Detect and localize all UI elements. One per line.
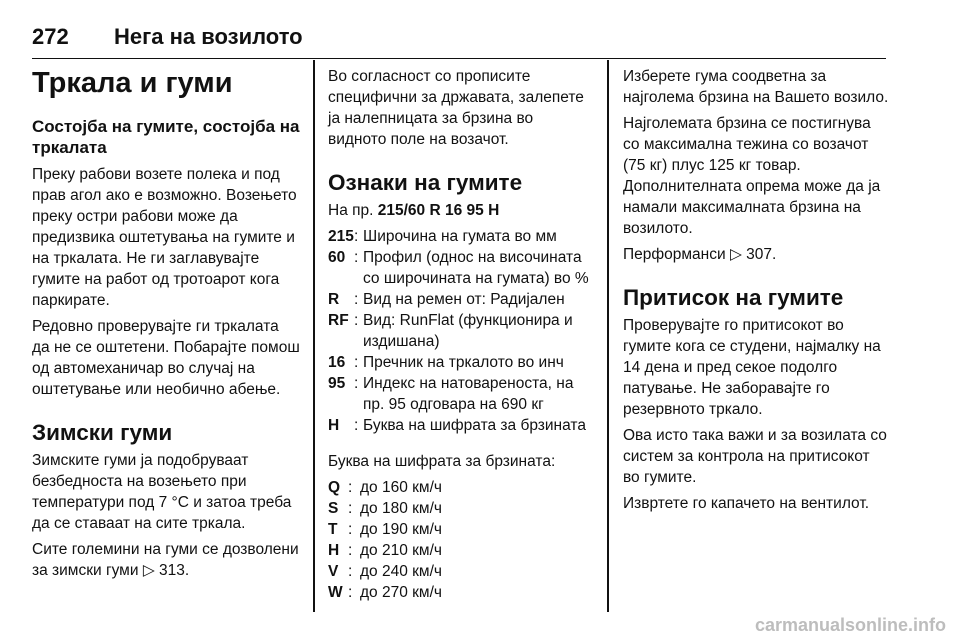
speed-row-value: до 190 км/ч — [360, 521, 442, 538]
speed-codes — [328, 477, 594, 603]
chapter-title: Нега на возилото — [114, 24, 303, 49]
definition-row-separator: : — [354, 417, 359, 434]
paragraph: Преку рабови возете полека и под прав агол ако е возможно. Возењето преку остри рабови може да предизвика оштетувања на гумите и на тркалата. Не ги заглавувајте гумите на работ од тротоарот кога паркирате. — [32, 166, 297, 309]
definition-row-value: Профил (однос на височината со широчината на гумата) во % — [363, 249, 589, 287]
example-prefix: На пр. — [328, 202, 374, 219]
paragraph: Редовно проверувајте ги тркалата да не се оштетени. Побарајте помош од автомеханичар во случај на оштетување или необично абење. — [32, 318, 300, 398]
paragraph: Ова исто така важи и за возилата со систем за контрола на притисокот во гумите. — [623, 427, 887, 486]
paragraph: Во согласност со прописите специфични за државата, залепете ја налепницата за брзина во видното поле на возачот. — [328, 68, 584, 148]
example-line — [328, 200, 594, 221]
definition-row-value: Вид: RunFlat (функционира и издишана) — [363, 312, 573, 350]
definition-row-separator: : — [354, 249, 359, 266]
speed-row-key: T — [328, 521, 338, 538]
speed-row — [328, 519, 594, 540]
page-reference-icon[interactable]: ▷ — [729, 246, 742, 263]
definition-row — [328, 289, 594, 310]
definition-row-value: Индекс на натовареноста, на пр. 95 одговара на 690 кг — [363, 375, 574, 413]
definition-row — [328, 226, 594, 247]
definition-row-separator: : — [354, 312, 359, 329]
page-reference-icon[interactable]: ▷ — [142, 562, 155, 579]
column-3 — [623, 58, 889, 519]
speed-row-separator: : — [348, 542, 353, 559]
speed-row-separator: : — [348, 563, 353, 580]
page-reference[interactable]: 313. — [159, 562, 190, 579]
speed-row — [328, 498, 594, 519]
speed-row-separator: : — [348, 584, 353, 601]
paragraph: Најголемата брзина се постигнува со максимална тежина со возачот (75 кг) плус 125 кг товар. Дополнителната опрема може да ја намали максималната брзина на возилото. — [623, 115, 881, 237]
speed-row-key: H — [328, 542, 340, 559]
definition-row-key: 215 — [328, 228, 354, 245]
column-divider-1 — [313, 60, 315, 612]
page-number: 272 — [32, 24, 69, 49]
section-title: Тркала и гуми — [32, 67, 233, 99]
speed-row-value: до 180 км/ч — [360, 500, 442, 517]
paragraph: Проверувајте го притисокот во гумите кога се студени, најмалку на 14 дена и пред секое подолго патување. Не заборавајте го резервното тркало. — [623, 317, 881, 418]
definition-row-separator: : — [354, 375, 359, 392]
speed-row — [328, 540, 594, 561]
paragraph: Извртете го капачето на вентилот. — [623, 495, 870, 512]
speed-row-value: до 240 км/ч — [360, 563, 442, 580]
subheading-tyre-pressure: Притисок на гумите — [623, 285, 844, 310]
paragraph-text: Сите големини на гуми се дозволени за зимски гуми — [32, 541, 299, 579]
column-divider-2 — [607, 60, 609, 612]
column-2 — [328, 58, 594, 603]
paragraph-text: Перформанси — [623, 246, 726, 263]
definition-row-key: 95 — [328, 375, 346, 392]
speed-row-key: Q — [328, 479, 341, 496]
speed-row — [328, 582, 594, 603]
definition-row-value: Буква на шифрата за брзината — [363, 417, 586, 434]
definition-row — [328, 415, 594, 436]
definition-row-value: Вид на ремен от: Радијален — [363, 291, 565, 308]
speed-row-separator: : — [348, 500, 353, 517]
definition-row-separator: : — [354, 291, 359, 308]
definition-row — [328, 352, 594, 373]
definition-row-key: 16 — [328, 354, 346, 371]
watermark: carmanualsonline.info — [754, 615, 946, 635]
paragraph — [623, 244, 889, 265]
definition-row-value: Пречник на тркалото во инч — [363, 354, 564, 371]
speed-row-value: до 270 км/ч — [360, 584, 442, 601]
paragraph — [32, 539, 300, 581]
example-code: 215/60 R 16 95 H — [377, 202, 500, 219]
definition-row-key: R — [328, 291, 340, 308]
speed-row-separator: : — [348, 479, 353, 496]
definition-row-separator: : — [354, 228, 359, 245]
page-header — [32, 18, 886, 59]
definition-row-separator: : — [354, 354, 359, 371]
marking-definitions — [328, 226, 594, 436]
definition-row-value: Широчина на гумата во мм — [363, 228, 557, 245]
definition-row — [328, 373, 594, 415]
definition-row-key: H — [328, 417, 340, 434]
subheading-condition: Состојба на гумите, состојба на тркалата — [32, 117, 300, 157]
paragraph: Изберете гума соодветна за најголема брзина на Вашето возило. — [623, 68, 889, 106]
subheading-winter-tyres: Зимски гуми — [32, 420, 173, 445]
speed-row-value: до 160 км/ч — [360, 479, 442, 496]
definition-row-key: RF — [328, 312, 349, 329]
speed-intro: Буква на шифрата за брзината: — [328, 453, 556, 470]
speed-row-separator: : — [348, 521, 353, 538]
definition-row-key: 60 — [328, 249, 346, 266]
column-1 — [32, 58, 300, 586]
speed-row — [328, 561, 594, 582]
speed-row-value: до 210 км/ч — [360, 542, 442, 559]
page-reference[interactable]: 307. — [746, 246, 777, 263]
speed-row-key: S — [328, 500, 339, 517]
paragraph: Зимските гуми ја подобруваат безбедноста на возењето при температури под 7 °C и затоа треба да се ставаат на сите тркала. — [32, 452, 292, 532]
speed-row — [328, 477, 594, 498]
definition-row — [328, 247, 594, 289]
speed-row-key: W — [328, 584, 343, 601]
speed-row-key: V — [328, 563, 339, 580]
definition-row — [328, 310, 594, 352]
subheading-tyre-markings: Ознаки на гумите — [328, 170, 523, 195]
